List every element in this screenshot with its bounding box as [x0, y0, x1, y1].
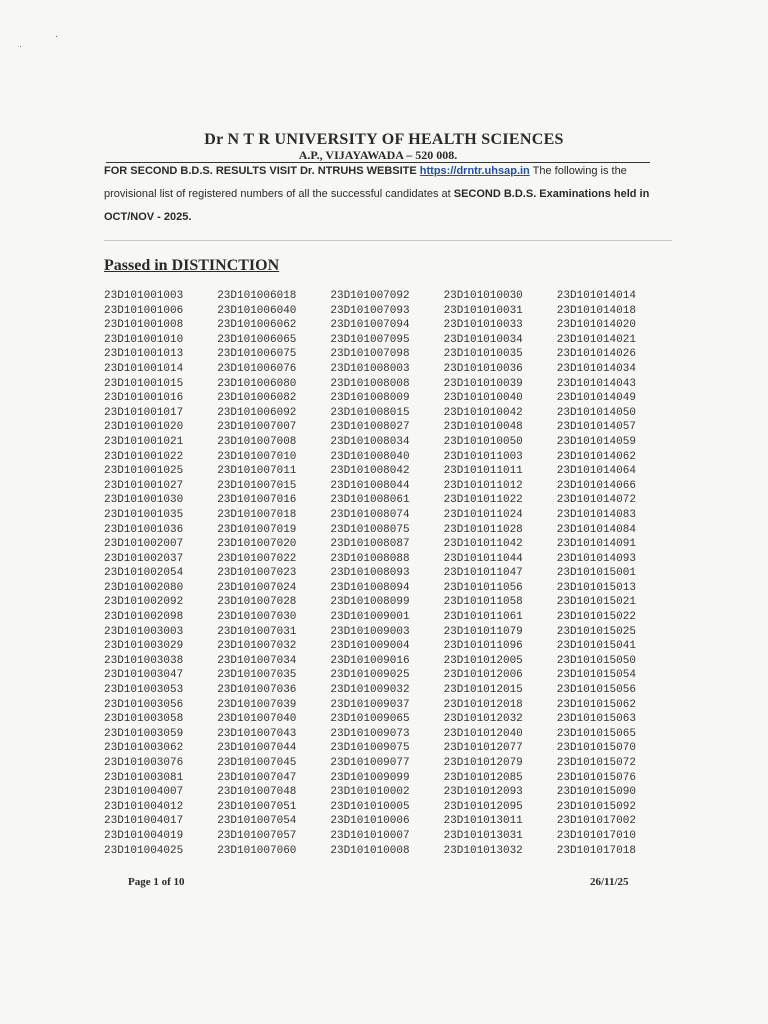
registration-number: 23D101014014 [556, 290, 636, 302]
website-link[interactable]: https://drntr.uhsap.in [419, 165, 530, 177]
registration-number: 23D101001008 [104, 319, 184, 332]
registration-number: 23D101008094 [330, 581, 410, 594]
registration-number: 23D101009099 [330, 771, 410, 784]
registration-number: 23D101012095 [443, 800, 523, 813]
registration-number: 23D101015001 [556, 567, 636, 580]
registration-number: 23D101011012 [443, 479, 523, 492]
registration-number: 23D101010033 [443, 319, 523, 332]
registration-number: 23D101007039 [217, 698, 297, 711]
footer-date: 26/11/25 [590, 876, 629, 888]
registration-number: 23D101007016 [217, 494, 297, 507]
registration-number: 23D101003058 [104, 713, 184, 726]
registration-number: 23D101007015 [217, 479, 297, 492]
registration-number: 23D101003003 [104, 625, 184, 638]
registration-number: 23D101001027 [104, 479, 184, 492]
registration-number: 23D101015076 [556, 771, 636, 784]
registration-number: 23D101015021 [556, 596, 636, 609]
registration-number: 23D101014021 [556, 333, 636, 346]
registration-number: 23D101001025 [104, 465, 184, 478]
registration-number: 23D101007034 [217, 654, 297, 667]
registration-number: 23D101003062 [104, 742, 184, 755]
registration-number: 23D101007043 [217, 727, 297, 740]
registration-number: 23D101007044 [217, 742, 297, 755]
registration-number: 23D101012040 [443, 727, 523, 740]
registration-number: 23D101010006 [330, 815, 410, 828]
registration-number: 23D101011058 [443, 596, 523, 609]
registration-number: 23D101001022 [104, 450, 184, 463]
intro-text: The following is the provisional list of registered numbers of all the successful candidates at [104, 165, 627, 200]
registration-number: 23D101015013 [556, 581, 636, 594]
registration-number: 23D101007028 [217, 596, 297, 609]
registration-number: 23D101004007 [104, 786, 184, 799]
registration-number: 23D101010042 [443, 406, 523, 419]
registration-number: 23D101015022 [556, 611, 636, 624]
registration-number: 23D101007030 [217, 611, 297, 624]
registration-number: 23D101014091 [556, 538, 636, 551]
registration-number: 23D101015072 [556, 757, 636, 769]
university-address: A.P., VIJAYAWADA – 520 008. [106, 149, 650, 163]
registration-number: 23D101014026 [556, 348, 636, 361]
registration-number: 23D101008009 [330, 392, 410, 405]
registration-number: 23D101008061 [330, 494, 410, 507]
registration-number: 23D101011047 [443, 567, 523, 580]
registration-number: 23D101001014 [104, 362, 184, 375]
registration-number: 23D101015054 [556, 669, 636, 682]
registration-number: 23D101008088 [330, 552, 410, 565]
registration-number: 23D101003038 [104, 654, 184, 667]
registration-number: 23D101015092 [556, 800, 636, 813]
registration-number: 23D101010031 [443, 304, 523, 317]
registration-number: 23D101007024 [217, 581, 297, 594]
registration-number: 23D101008044 [330, 479, 410, 492]
registration-number: 23D101007054 [217, 815, 297, 828]
registration-number: 23D101015063 [556, 713, 636, 726]
registration-number: 23D101002098 [104, 611, 184, 624]
scan-speck [20, 46, 21, 47]
registration-number: 23D101003053 [104, 684, 184, 697]
registration-number: 23D101004019 [104, 829, 184, 842]
registration-number: 23D101014049 [556, 392, 636, 405]
registration-number: 23D101014020 [556, 319, 636, 332]
registration-number: 23D101014066 [556, 479, 636, 492]
registration-number: 23D101007060 [217, 844, 297, 857]
registration-number: 23D101007031 [217, 625, 297, 638]
registration-number: 23D101009037 [330, 698, 410, 711]
registration-number: 23D101007040 [217, 713, 297, 726]
registration-number: 23D101015056 [556, 684, 636, 697]
registration-number: 23D101015041 [556, 640, 636, 653]
registration-number: 23D101010005 [330, 800, 410, 813]
registration-number: 23D101014072 [556, 494, 636, 507]
registration-number: 23D101009025 [330, 669, 410, 682]
registration-number: 23D101007045 [217, 757, 297, 769]
intro-lead: FOR SECOND B.D.S. RESULTS VISIT Dr. NTRUHS WEBSITE [104, 165, 417, 177]
registration-number: 23D101014064 [556, 465, 636, 478]
registration-number: 23D101006062 [217, 319, 297, 332]
registration-number: 23D101013031 [443, 829, 523, 842]
registration-number: 23D101008093 [330, 567, 410, 580]
registration-number: 23D101009075 [330, 742, 410, 755]
registration-number: 23D101012085 [443, 771, 523, 784]
registration-number: 23D101010007 [330, 829, 410, 842]
registration-number-grid [104, 289, 670, 858]
registration-number: 23D101012093 [443, 786, 523, 799]
registration-number: 23D101007032 [217, 640, 297, 653]
registration-number: 23D101007094 [330, 319, 410, 332]
registration-number: 23D101011056 [443, 581, 523, 594]
registration-number: 23D101010048 [443, 421, 523, 434]
registration-number: 23D101006082 [217, 392, 297, 405]
registration-number: 23D101006075 [217, 348, 297, 361]
registration-number: 23D101010039 [443, 377, 523, 390]
registration-number: 23D101010002 [330, 786, 410, 799]
registration-number: 23D101004012 [104, 800, 184, 813]
registration-number: 23D101015090 [556, 786, 636, 799]
registration-number: 23D101003081 [104, 771, 184, 784]
registration-number: 23D101015070 [556, 742, 636, 755]
registration-number: 23D101008003 [330, 362, 410, 375]
registration-number: 23D101002037 [104, 552, 184, 565]
registration-number: 23D101002054 [104, 567, 184, 580]
registration-number: 23D101011003 [443, 450, 523, 463]
registration-number: 23D101012018 [443, 698, 523, 711]
scan-speck [56, 36, 57, 37]
registration-number: 23D101014083 [556, 508, 636, 521]
registration-number: 23D101006076 [217, 362, 297, 375]
registration-number: 23D101006065 [217, 333, 297, 346]
registration-number: 23D101008074 [330, 508, 410, 521]
registration-number: 23D101001030 [104, 494, 184, 507]
registration-number: 23D101001036 [104, 523, 184, 536]
exam-name: SECOND B.D.S. Examinations held in OCT/NOV - 2025. [104, 188, 650, 223]
registration-number: 23D101010034 [443, 333, 523, 346]
registration-number: 23D101009001 [330, 611, 410, 624]
registration-number: 23D101015062 [556, 698, 636, 711]
intro-paragraph [104, 160, 678, 229]
registration-number: 23D101001003 [104, 290, 184, 302]
registration-number: 23D101014043 [556, 377, 636, 390]
registration-number: 23D101007010 [217, 450, 297, 463]
registration-number: 23D101003047 [104, 669, 184, 682]
registration-number: 23D101007047 [217, 771, 297, 784]
registration-number: 23D101001021 [104, 435, 184, 448]
registration-number: 23D101011028 [443, 523, 523, 536]
registration-number: 23D101007092 [330, 290, 410, 302]
registration-number: 23D101012077 [443, 742, 523, 755]
registration-number: 23D101013032 [443, 844, 523, 857]
registration-number: 23D101010036 [443, 362, 523, 375]
registration-number: 23D101007036 [217, 684, 297, 697]
registration-number: 23D101009004 [330, 640, 410, 653]
registration-number: 23D101007019 [217, 523, 297, 536]
registration-number: 23D101002007 [104, 538, 184, 551]
registration-number: 23D101008040 [330, 450, 410, 463]
registration-number: 23D101001015 [104, 377, 184, 390]
registration-number: 23D101001017 [104, 406, 184, 419]
registration-number: 23D101007048 [217, 786, 297, 799]
registration-number: 23D101012005 [443, 654, 523, 667]
registration-number: 23D101011011 [443, 465, 523, 478]
registration-number: 23D101007022 [217, 552, 297, 565]
registration-number: 23D101007007 [217, 421, 297, 434]
registration-number: 23D101006040 [217, 304, 297, 317]
registration-number: 23D101015065 [556, 727, 636, 740]
registration-number: 23D101004017 [104, 815, 184, 828]
registration-number: 23D101010040 [443, 392, 523, 405]
registration-number: 23D101008027 [330, 421, 410, 434]
registration-number: 23D101003059 [104, 727, 184, 740]
registration-number: 23D101008087 [330, 538, 410, 551]
registration-number: 23D101009032 [330, 684, 410, 697]
registration-number: 23D101007023 [217, 567, 297, 580]
registration-number: 23D101007095 [330, 333, 410, 346]
page-number: Page 1 of 10 [128, 876, 185, 888]
registration-number: 23D101014093 [556, 552, 636, 565]
registration-number: 23D101006092 [217, 406, 297, 419]
registration-number: 23D101007018 [217, 508, 297, 521]
registration-number: 23D101010035 [443, 348, 523, 361]
registration-number: 23D101007098 [330, 348, 410, 361]
registration-number: 23D101009077 [330, 757, 410, 769]
university-title: Dr N T R UNIVERSITY OF HEALTH SCIENCES [204, 131, 564, 148]
registration-number: 23D101001010 [104, 333, 184, 346]
registration-number: 23D101011042 [443, 538, 523, 551]
registration-number: 23D101008034 [330, 435, 410, 448]
registration-number: 23D101014062 [556, 450, 636, 463]
registration-number: 23D101007051 [217, 800, 297, 813]
registration-number: 23D101008075 [330, 523, 410, 536]
registration-number: 23D101014018 [556, 304, 636, 317]
registration-number: 23D101017010 [556, 829, 636, 842]
registration-number: 23D101015025 [556, 625, 636, 638]
registration-number: 23D101017018 [556, 844, 636, 857]
registration-number: 23D101006080 [217, 377, 297, 390]
registration-number: 23D101003029 [104, 640, 184, 653]
registration-number: 23D101001020 [104, 421, 184, 434]
registration-number: 23D101011096 [443, 640, 523, 653]
registration-number: 23D101003076 [104, 757, 184, 769]
registration-number: 23D101014057 [556, 421, 636, 434]
registration-number: 23D101006018 [217, 290, 297, 302]
registration-number: 23D101002080 [104, 581, 184, 594]
registration-number: 23D101011079 [443, 625, 523, 638]
registration-number: 23D101008099 [330, 596, 410, 609]
registration-number: 23D101010008 [330, 844, 410, 857]
registration-number: 23D101007035 [217, 669, 297, 682]
divider-line [104, 240, 672, 241]
registration-number: 23D101004025 [104, 844, 184, 857]
registration-number: 23D101007093 [330, 304, 410, 317]
registration-number: 23D101009073 [330, 727, 410, 740]
registration-number: 23D101001006 [104, 304, 184, 317]
registration-number: 23D101011024 [443, 508, 523, 521]
registration-number: 23D101009016 [330, 654, 410, 667]
registration-number: 23D101014059 [556, 435, 636, 448]
registration-number: 23D101010030 [443, 290, 523, 302]
registration-number: 23D101015050 [556, 654, 636, 667]
registration-number: 23D101009003 [330, 625, 410, 638]
registration-number: 23D101014034 [556, 362, 636, 375]
registration-number: 23D101012079 [443, 757, 523, 769]
registration-number: 23D101009065 [330, 713, 410, 726]
registration-number: 23D101003056 [104, 698, 184, 711]
registration-number: 23D101001035 [104, 508, 184, 521]
registration-number: 23D101014050 [556, 406, 636, 419]
registration-number: 23D101011061 [443, 611, 523, 624]
registration-number: 23D101007057 [217, 829, 297, 842]
registration-number: 23D101017002 [556, 815, 636, 828]
registration-number: 23D101008008 [330, 377, 410, 390]
registration-number: 23D101007011 [217, 465, 297, 478]
registration-number: 23D101012006 [443, 669, 523, 682]
registration-number: 23D101012015 [443, 684, 523, 697]
registration-number: 23D101013011 [443, 815, 523, 828]
registration-number: 23D101011022 [443, 494, 523, 507]
registration-number: 23D101010050 [443, 435, 523, 448]
registration-number: 23D101008042 [330, 465, 410, 478]
registration-number: 23D101002092 [104, 596, 184, 609]
registration-number: 23D101007008 [217, 435, 297, 448]
registration-number: 23D101008015 [330, 406, 410, 419]
registration-number: 23D101007020 [217, 538, 297, 551]
registration-number: 23D101012032 [443, 713, 523, 726]
registration-number: 23D101001016 [104, 392, 184, 405]
registration-number: 23D101001013 [104, 348, 184, 361]
section-title: Passed in DISTINCTION [104, 257, 280, 274]
registration-number: 23D101014084 [556, 523, 636, 536]
registration-number: 23D101011044 [443, 552, 523, 565]
